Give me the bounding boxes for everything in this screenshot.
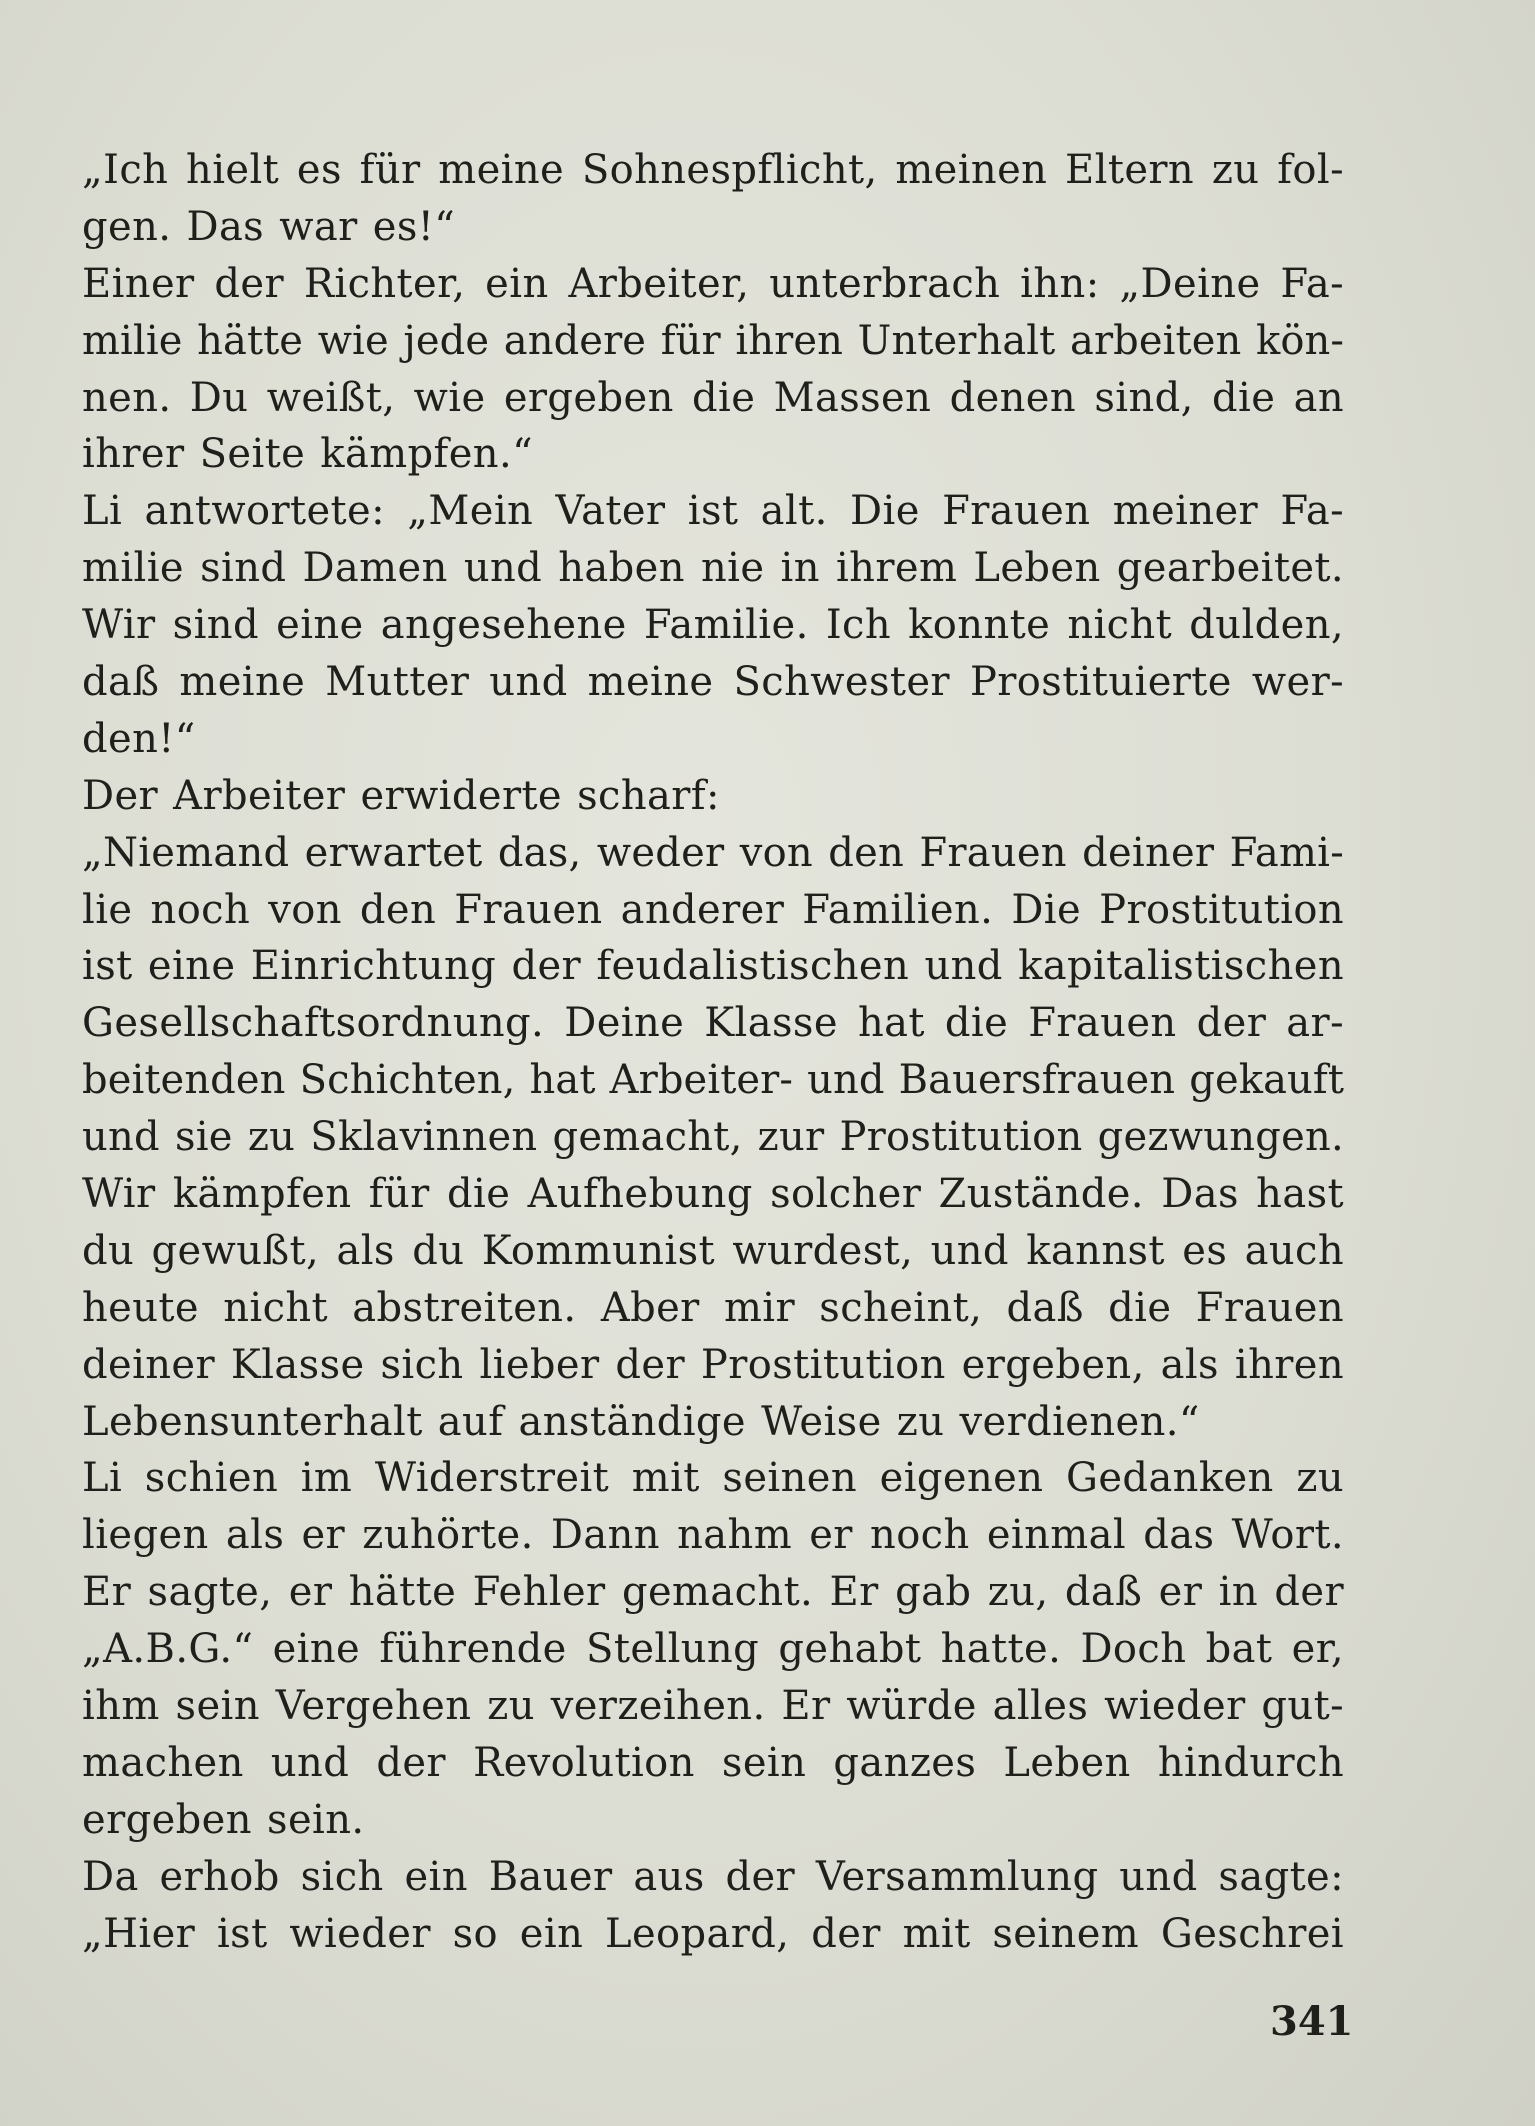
text-line: machen und der Revolution sein ganzes Leben hindurch [82,1739,1344,1786]
text-line: liegen als er zuhörte. Dann nahm er noch einmal das Wort. [82,1512,1344,1559]
text-line: beitenden Schichten, hat Arbeiter- und Bauersfrauen gekauft [82,1057,1344,1104]
text-line: „Niemand erwartet das, weder von den Frauen deiner Fami- [82,829,1344,876]
text-line: „Ich hielt es für meine Sohnespflicht, meinen Eltern zu fol- [82,147,1344,193]
text-line: „Hier ist wieder so ein Leopard, der mit seinem Geschrei [82,1910,1344,1957]
text-line: milie sind Damen und haben nie in ihrem Leben gearbeitet. [82,545,1344,592]
text-line: du gewußt, als du Kommunist wurdest, und kannst es auch [82,1227,1344,1274]
text-line: nen. Du weißt, wie ergeben die Massen denen sind, die an [82,374,1344,421]
text-line: lie noch von den Frauen anderer Familien. Die Prostitution [82,886,1344,933]
text-line: ihm sein Vergehen zu verzeihen. Er würde alles wieder gut- [82,1683,1344,1730]
page-number: 341 [1270,1998,1354,2045]
text-line: Er sagte, er hätte Fehler gemacht. Er gab zu, daß er in der [82,1569,1344,1616]
text-line: Einer der Richter, ein Arbeiter, unterbrach ihn: „Deine Fa- [82,260,1344,307]
text-line: „A.B.G.“ eine führende Stellung gehabt hatte. Doch bat er, [82,1626,1344,1673]
text-line: Gesellschaftsordnung. Deine Klasse hat die Frauen der ar- [82,1000,1344,1047]
text-line: ist eine Einrichtung der feudalistischen und kapitalistischen [82,943,1344,990]
text-line: daß meine Mutter und meine Schwester Prostituierte wer- [82,659,1344,706]
text-line: deiner Klasse sich lieber der Prostitution ergeben, als ihren [82,1341,1344,1388]
text-line: Li antwortete: „Mein Vater ist alt. Die Frauen meiner Fa- [82,488,1344,535]
text-line: ihrer Seite kämpfen.“ [82,431,533,478]
text-line: milie hätte wie jede andere für ihren Unterhalt arbeiten kön- [82,317,1344,364]
text-line: Lebensunterhalt auf anständige Weise zu verdienen.“ [82,1398,1200,1445]
body-text [82,142,1344,1963]
text-line: ergeben sein. [82,1796,365,1843]
text-line: Der Arbeiter erwiderte scharf: [82,772,720,819]
text-line: Wir sind eine angesehene Familie. Ich konnte nicht dulden, [82,602,1344,649]
text-line: Li schien im Widerstreit mit seinen eigenen Gedanken zu [82,1455,1344,1502]
text-line: den!“ [82,715,196,762]
text-line: gen. Das war es!“ [82,203,456,250]
text-line: Wir kämpfen für die Aufhebung solcher Zustände. Das hast [82,1171,1344,1218]
text-line: und sie zu Sklavinnen gemacht, zur Prostitution gezwungen. [82,1114,1344,1161]
text-line: heute nicht abstreiten. Aber mir scheint, daß die Frauen [82,1284,1344,1331]
text-line: Da erhob sich ein Bauer aus der Versammlung und sagte: [82,1853,1344,1900]
